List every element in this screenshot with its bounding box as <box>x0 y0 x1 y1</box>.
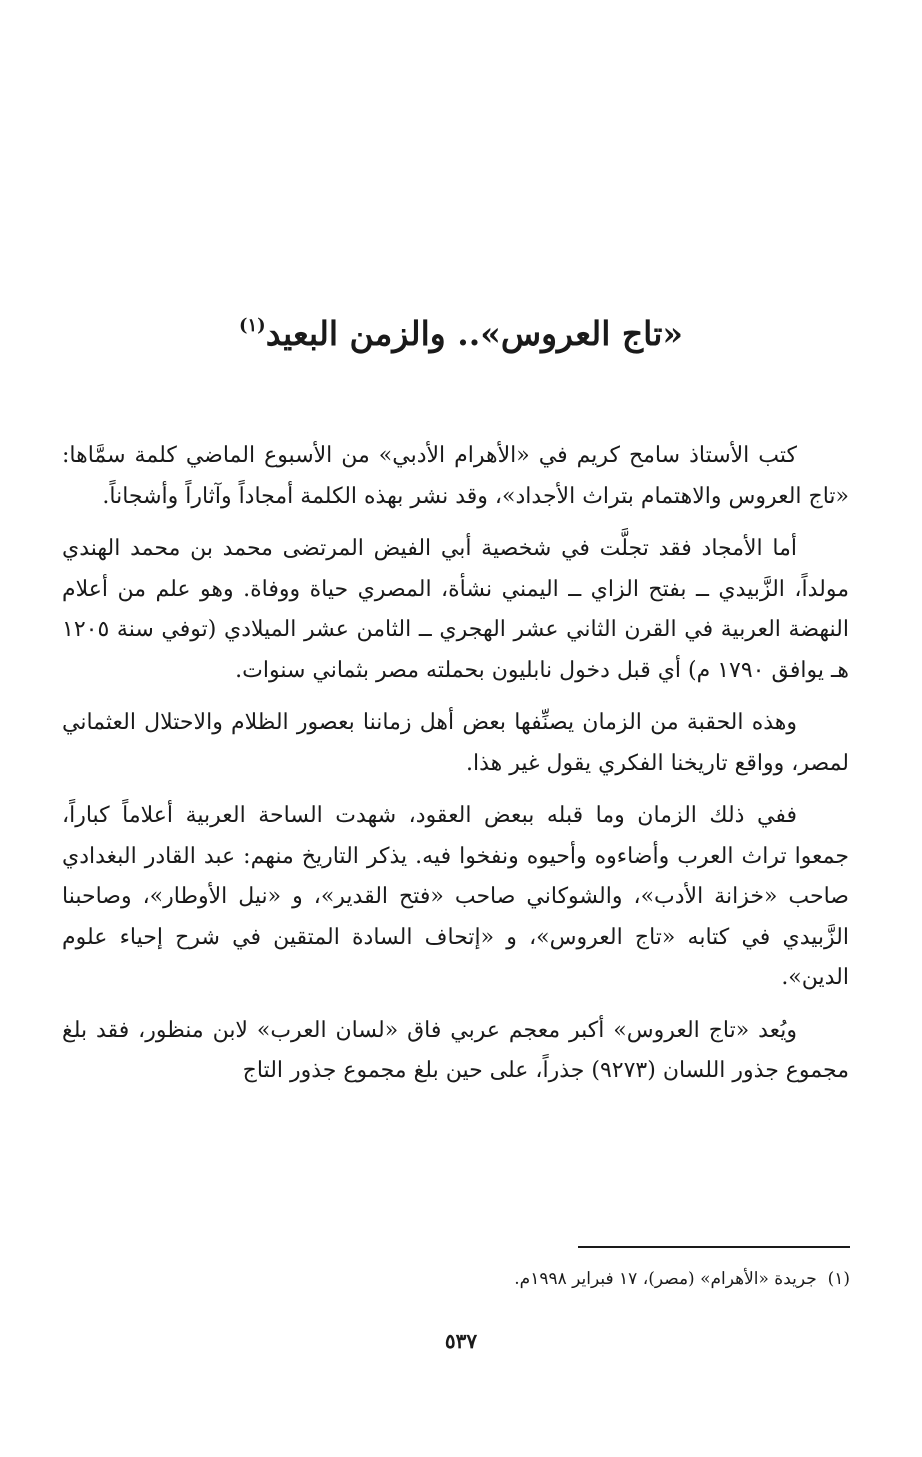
page-number: ٥٣٧ <box>444 1329 478 1353</box>
paragraph-2: أما الأمجاد فقد تجلَّت في شخصية أبي الفيض المرتضى محمد بن محمد الهندي مولداً، الزَّبيدي ــ بفتح الزاي ــ اليمني نشأة، المصري حياة ووفاة. وهو علم من أعلام النهضة العربية في القرن الثاني عشر الهجري ــ الثامن عشر الميلادي (توفي سنة ١٢٠٥ هـ يوافق ١٧٩٠ م) أي قبل دخول نابليون بحملته مصر بثماني سنوات. <box>62 536 849 683</box>
chapter-title <box>0 296 922 364</box>
chapter-title-text: «تاج العروس».. والزمن البعيد <box>265 314 684 353</box>
paragraph-5: ويُعد «تاج العروس» أكبر معجم عربي فاق «لسان العرب» لابن منظور، فقد بلغ مجموع جذور اللسان (٩٢٧٣) جذراً، على حين بلغ مجموع جذور التاج <box>62 1017 849 1083</box>
body-text <box>62 436 849 1104</box>
paragraph-1: كتب الأستاذ سامح كريم في «الأهرام الأدبي» من الأسبوع الماضي كلمة سمَّاها: «تاج العروس والاهتمام بتراث الأجداد»، وقد نشر بهذه الكلمة أمجاداً وآثاراً وأشجاناً. <box>62 443 849 509</box>
footnote <box>514 1266 850 1292</box>
paragraph-4: ففي ذلك الزمان وما قبله ببعض العقود، شهدت الساحة العربية أعلاماً كباراً، جمعوا تراث العرب وأضاءوه وأحيوه ونفخوا فيه. يذكر التاريخ منهم: عبد القادر البغدادي صاحب «خزانة الأدب»، والشوكاني صاحب «فتح القدير»، و «نيل الأوطار»، وصاحبنا الزَّبيدي في كتابه «تاج العروس»، و «إتحاف السادة المتقين في شرح إحياء علوم الدين». <box>62 803 849 990</box>
footnote-text: جريدة «الأهرام» (مصر)، ١٧ فبراير ١٩٩٨م. <box>514 1269 817 1289</box>
paragraph-3: وهذه الحقبة من الزمان يصنِّفها بعض أهل زماننا بعصور الظلام والاحتلال العثماني لمصر، وواقع تاريخنا الفكري يقول غير هذا. <box>62 710 849 776</box>
footnote-divider <box>578 1246 850 1248</box>
footnote-marker: (١) <box>827 1269 850 1289</box>
title-footnote-marker: (١) <box>238 315 266 336</box>
